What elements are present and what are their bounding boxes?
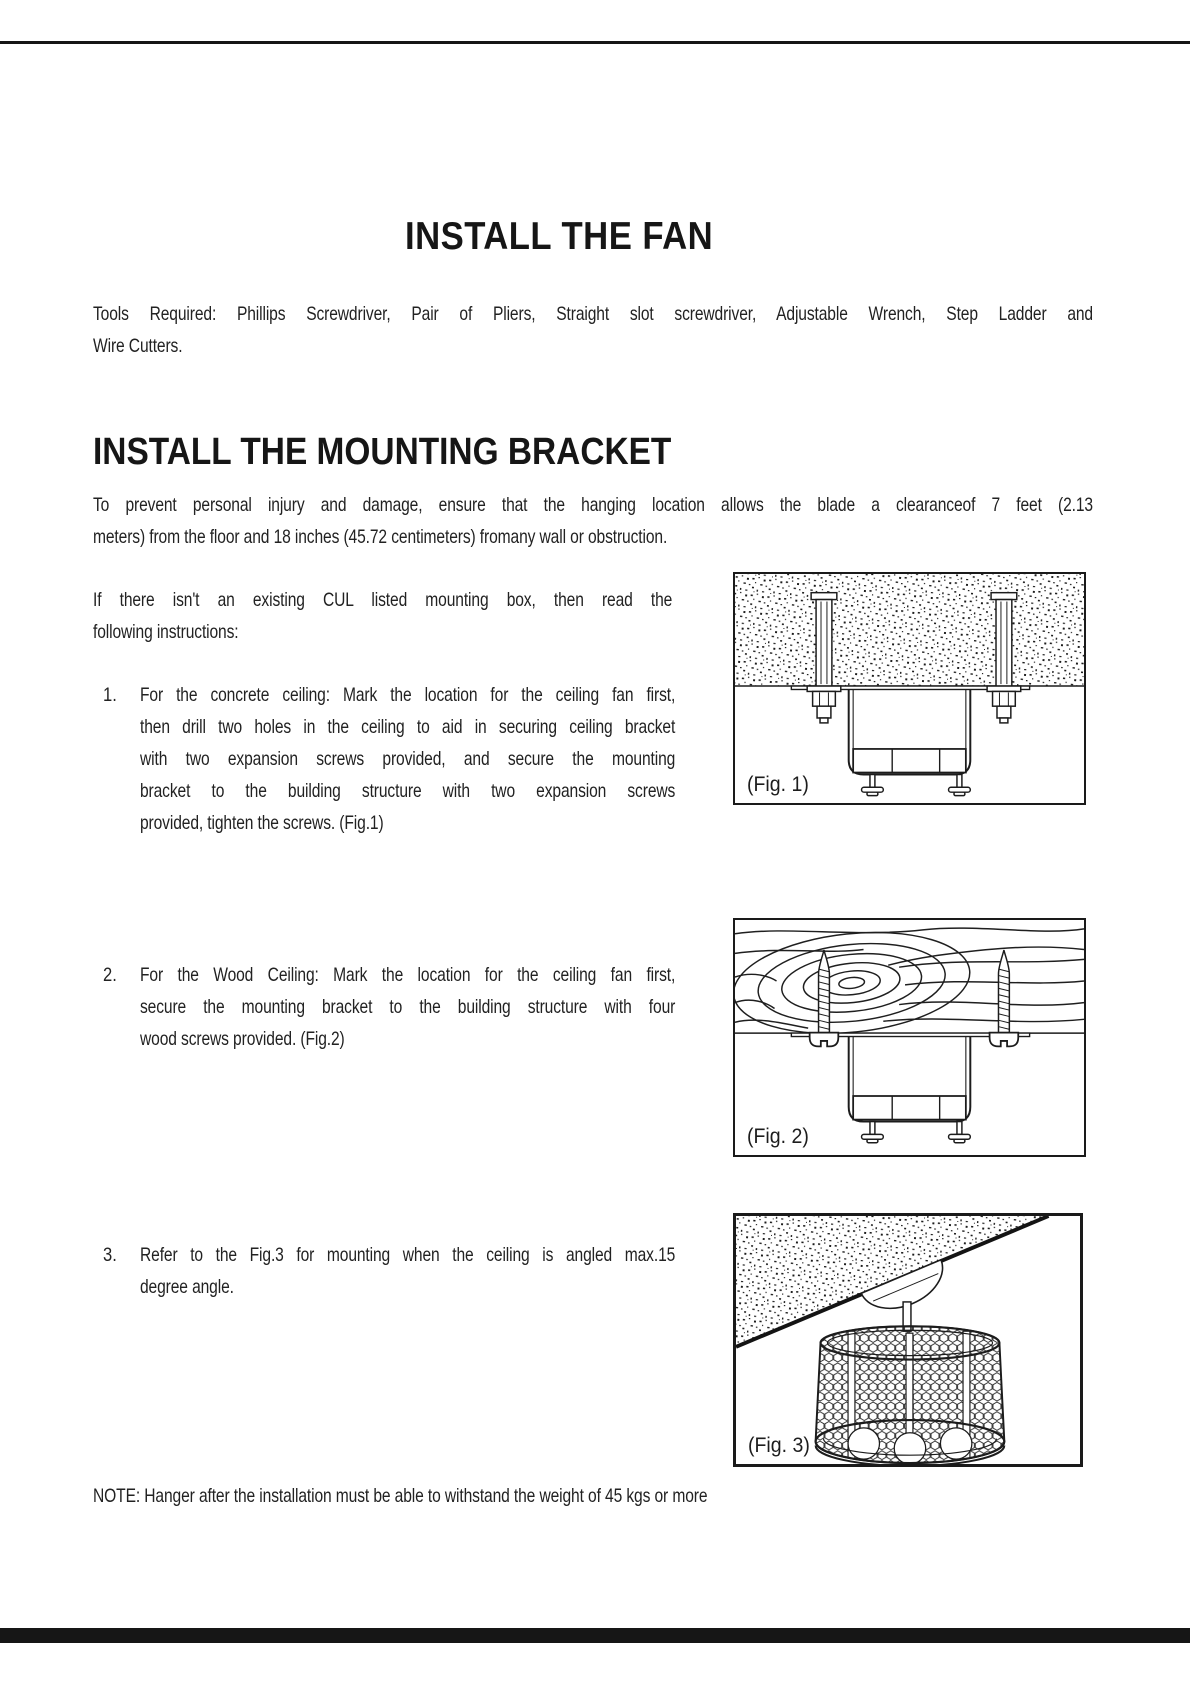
text-line: then drill two holes in the ceiling to aid in securing ceiling bracket	[140, 716, 676, 738]
text-line: secure the mounting bracket to the building structure with four	[140, 996, 676, 1018]
condition-paragraph	[93, 584, 672, 648]
figure-3-label: (Fig. 3)	[748, 1434, 810, 1457]
note-text: NOTE: Hanger after the installation must be able to withstand the weight of 45 kgs or more	[93, 1485, 708, 1507]
figure-3-diagram	[736, 1216, 1080, 1464]
text-line: degree angle.	[140, 1276, 234, 1298]
clearance-paragraph	[93, 489, 1093, 553]
text-line: with two expansion screws provided, and secure the mounting	[140, 748, 676, 770]
figure-1-label: (Fig. 1)	[747, 773, 809, 796]
text-line: wood screws provided. (Fig.2)	[140, 1028, 345, 1050]
step-2-number: 2.	[103, 964, 117, 986]
text-line: following instructions:	[93, 621, 239, 643]
figure-3-box	[733, 1213, 1083, 1467]
step-1-number: 1.	[103, 684, 117, 706]
text-line: bracket to the building structure with two expansion screws	[140, 780, 676, 802]
section-heading: INSTALL THE MOUNTING BRACKET	[93, 431, 672, 473]
step-3-number: 3.	[103, 1244, 117, 1266]
text-line: If there isn't an existing CUL listed mounting box, then read the	[93, 589, 673, 611]
bottom-rule	[0, 1628, 1190, 1643]
figure-1-diagram	[735, 574, 1084, 803]
wood-grain-texture	[735, 922, 1084, 1044]
light-bulbs	[848, 1428, 972, 1464]
step-1-text	[140, 679, 675, 839]
fan-cage	[816, 1326, 1005, 1464]
text-line: Refer to the Fig.3 for mounting when the ceiling is angled max.15	[140, 1244, 676, 1266]
figure-1-box	[733, 572, 1086, 805]
text-line: Tools Required: Phillips Screwdriver, Pair of Pliers, Straight slot screwdriver, Adjustable Wrench, Step Ladder and	[93, 303, 1093, 325]
concrete-ceiling-texture	[735, 574, 1084, 686]
top-rule	[0, 41, 1190, 44]
mounting-bracket-icon	[791, 1033, 1029, 1143]
page-title: INSTALL THE FAN	[405, 215, 714, 258]
figure-2-label: (Fig. 2)	[747, 1125, 809, 1148]
text-line: Wire Cutters.	[93, 335, 183, 357]
figure-2-diagram	[735, 920, 1084, 1155]
text-line: provided, tighten the screws. (Fig.1)	[140, 812, 384, 834]
step-3-text	[140, 1239, 675, 1303]
figure-2-box	[733, 918, 1086, 1157]
step-2-text	[140, 959, 675, 1055]
text-line: To prevent personal injury and damage, ensure that the hanging location allows the blade a clearanceof 7 feet (2.13	[93, 494, 1093, 516]
text-line: meters) from the floor and 18 inches (45.72 centimeters) fromany wall or obstruction.	[93, 526, 668, 548]
text-line: For the concrete ceiling: Mark the location for the ceiling fan first,	[140, 684, 676, 706]
tools-paragraph	[93, 298, 1093, 362]
text-line: For the Wood Ceiling: Mark the location for the ceiling fan first,	[140, 964, 676, 986]
